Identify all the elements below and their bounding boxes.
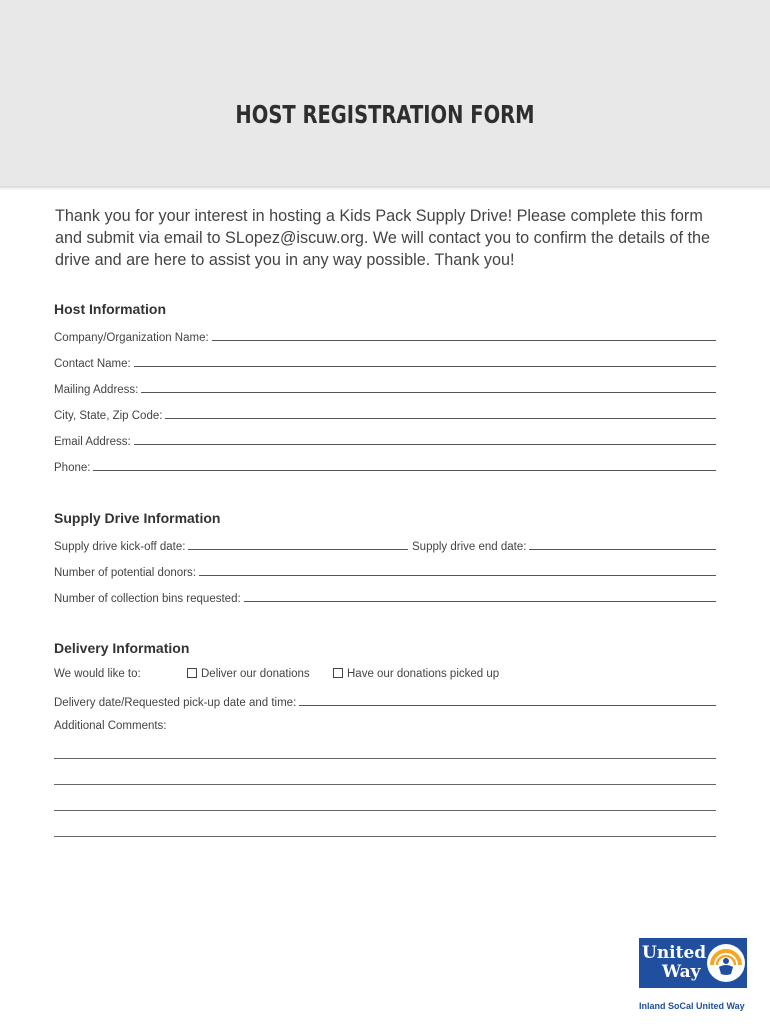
company-line[interactable] [212,340,716,341]
end-date-field[interactable] [412,537,716,553]
donors-line[interactable] [199,575,716,576]
deliver-option-label: Deliver our donations [201,668,310,680]
supply-section-title: Supply Drive Information [54,510,221,526]
delivery-date-field[interactable] [54,693,716,709]
delivery-section-title: Delivery Information [54,640,190,656]
logo-caption: Inland SoCal United Way [639,1001,745,1011]
donors-field[interactable] [54,563,716,579]
contact-name-field[interactable] [54,354,716,370]
company-label: Company/Organization Name: [54,332,209,344]
end-date-label: Supply drive end date: [412,541,527,553]
host-section-title: Host Information [54,301,166,317]
kickoff-date-field[interactable] [54,537,408,553]
comments-line-4[interactable] [54,836,716,837]
end-date-line[interactable] [529,549,716,550]
banner-divider [0,186,770,190]
logo-line-2: Way [662,962,701,982]
logo-line-1: United [642,943,707,963]
bins-field[interactable] [54,589,716,605]
kickoff-date-label: Supply drive kick-off date: [54,541,186,553]
kickoff-date-line[interactable] [188,549,408,550]
pickup-option-label: Have our donations picked up [347,668,500,680]
phone-field[interactable] [54,458,716,474]
company-field[interactable] [54,328,716,344]
donors-label: Number of potential donors: [54,567,196,579]
comments-line-1[interactable] [54,758,716,759]
city-state-zip-field[interactable] [54,406,716,422]
city-state-zip-label: City, State, Zip Code: [54,410,163,422]
contact-name-label: Contact Name: [54,358,131,370]
header-banner [0,0,770,188]
intro-text: Thank you for your interest in hosting a Kids Pack Supply Drive! Please complete this form and submit via email to SLopez@iscuw.org. We will contact you to confirm the details of the drive and are here to assist you in any way possible. Thank you! [55,207,710,269]
pickup-checkbox[interactable] [333,668,343,678]
mailing-address-label: Mailing Address: [54,384,139,396]
hand-rainbow-icon [706,943,746,983]
bins-line[interactable] [244,601,716,602]
contact-name-line[interactable] [134,366,716,367]
email-label: Email Address: [54,436,131,448]
comments-label: Additional Comments: [54,720,167,732]
delivery-date-line[interactable] [299,705,716,706]
logo-wordmark [639,943,707,982]
delivery-date-label: Delivery date/Requested pick-up date and time: [54,697,297,709]
deliver-checkbox[interactable] [187,668,197,678]
email-line[interactable] [134,444,716,445]
mailing-address-field[interactable] [54,380,716,396]
comments-line-2[interactable] [54,784,716,785]
email-field[interactable] [54,432,716,448]
delivery-options-row [54,668,141,680]
phone-line[interactable] [93,470,716,471]
page-title: HOST REGISTRATION FORM [235,100,535,129]
comments-line-3[interactable] [54,810,716,811]
united-way-logo [639,938,747,988]
pickup-option[interactable] [333,668,499,680]
phone-label: Phone: [54,462,91,474]
city-state-zip-line[interactable] [165,418,716,419]
bins-label: Number of collection bins requested: [54,593,241,605]
deliver-option[interactable] [187,668,310,680]
mailing-address-line[interactable] [141,392,716,393]
we-would-like-label: We would like to: [54,668,141,680]
